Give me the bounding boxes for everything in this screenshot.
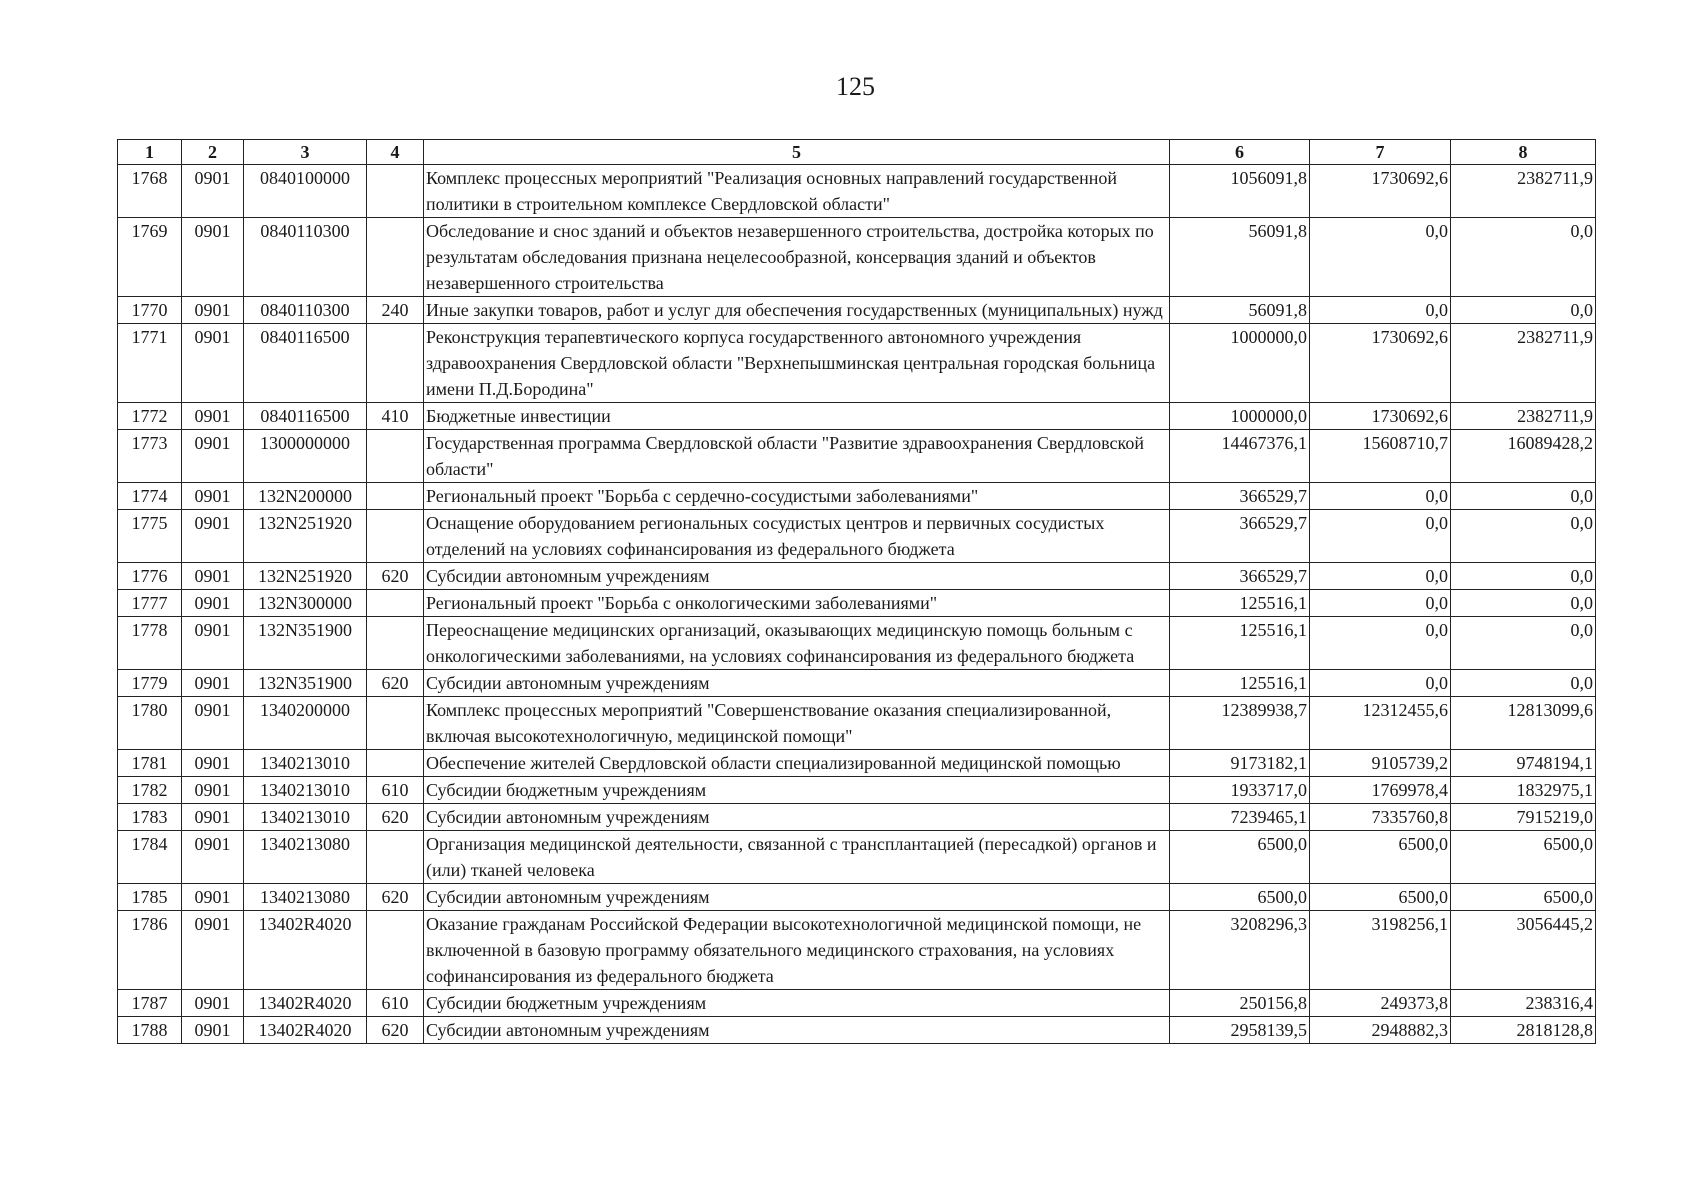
table-row [118,884,1596,911]
row-number-cell: 1788 [118,1017,182,1044]
amount-col8-cell: 2818128,8 [1451,1017,1596,1044]
amount-col7-cell: 249373,8 [1310,990,1451,1017]
row-number-cell: 1786 [118,911,182,990]
section-code-cell: 0901 [182,990,244,1017]
amount-col8-cell: 2382711,9 [1451,165,1596,218]
amount-col7-cell: 1730692,6 [1310,403,1451,430]
expense-type-cell: 620 [367,1017,424,1044]
amount-col6-cell: 7239465,1 [1170,804,1310,831]
amount-col7-cell: 0,0 [1310,297,1451,324]
section-code-cell: 0901 [182,218,244,297]
description-cell: Региональный проект "Борьба с онкологическими заболеваниями" [424,590,1170,617]
amount-col8-cell: 0,0 [1451,563,1596,590]
expense-type-cell [367,590,424,617]
row-number-cell: 1781 [118,750,182,777]
section-code-cell: 0901 [182,510,244,563]
description-cell: Иные закупки товаров, работ и услуг для обеспечения государственных (муниципальных) нужд [424,297,1170,324]
target-code-cell: 0840116500 [244,324,367,403]
description-cell: Субсидии автономным учреждениям [424,804,1170,831]
table-row [118,750,1596,777]
section-code-cell: 0901 [182,165,244,218]
description-cell: Субсидии бюджетным учреждениям [424,777,1170,804]
section-code-cell: 0901 [182,617,244,670]
row-number-cell: 1782 [118,777,182,804]
description-cell: Оказание гражданам Российской Федерации высокотехнологичной медицинской помощи, не включенной в базовую программу обязательного медицинского страхования, на условиях софинансирования из федерального бюджета [424,911,1170,990]
amount-col8-cell: 0,0 [1451,670,1596,697]
target-code-cell: 132N251920 [244,510,367,563]
table-row [118,510,1596,563]
amount-col7-cell: 6500,0 [1310,884,1451,911]
description-cell: Оснащение оборудованием региональных сосудистых центров и первичных сосудистых отделений на условиях софинансирования из федерального бюджета [424,510,1170,563]
table-row [118,804,1596,831]
amount-col6-cell: 1056091,8 [1170,165,1310,218]
amount-col6-cell: 1000000,0 [1170,403,1310,430]
row-number-cell: 1772 [118,403,182,430]
target-code-cell: 13402R4020 [244,990,367,1017]
amount-col6-cell: 366529,7 [1170,483,1310,510]
amount-col6-cell: 3208296,3 [1170,911,1310,990]
amount-col6-cell: 366529,7 [1170,563,1310,590]
section-code-cell: 0901 [182,670,244,697]
amount-col6-cell: 6500,0 [1170,831,1310,884]
table-row [118,218,1596,297]
table-row [118,777,1596,804]
table-row [118,297,1596,324]
amount-col6-cell: 2958139,5 [1170,1017,1310,1044]
description-cell: Государственная программа Свердловской области "Развитие здравоохранения Свердловской области" [424,430,1170,483]
description-cell: Комплекс процессных мероприятий "Совершенствование оказания специализированной, включая высокотехнологичную, медицинской помощи" [424,697,1170,750]
table-row [118,165,1596,218]
column-header: 2 [182,140,244,165]
table-row [118,483,1596,510]
amount-col7-cell: 0,0 [1310,218,1451,297]
target-code-cell: 1340200000 [244,697,367,750]
target-code-cell: 0840100000 [244,165,367,218]
column-header: 7 [1310,140,1451,165]
table-body [118,165,1596,1044]
amount-col8-cell: 3056445,2 [1451,911,1596,990]
row-number-cell: 1768 [118,165,182,218]
row-number-cell: 1770 [118,297,182,324]
table-row [118,911,1596,990]
amount-col7-cell: 0,0 [1310,510,1451,563]
table-row [118,670,1596,697]
section-code-cell: 0901 [182,750,244,777]
amount-col6-cell: 250156,8 [1170,990,1310,1017]
expense-type-cell: 240 [367,297,424,324]
budget-table [117,139,1596,1044]
target-code-cell: 0840110300 [244,297,367,324]
amount-col6-cell: 6500,0 [1170,884,1310,911]
row-number-cell: 1778 [118,617,182,670]
table-row [118,403,1596,430]
amount-col8-cell: 7915219,0 [1451,804,1596,831]
page-number: 125 [836,72,875,101]
section-code-cell: 0901 [182,563,244,590]
target-code-cell: 132N200000 [244,483,367,510]
row-number-cell: 1774 [118,483,182,510]
amount-col7-cell: 1769978,4 [1310,777,1451,804]
expense-type-cell: 620 [367,670,424,697]
expense-type-cell [367,483,424,510]
expense-type-cell: 620 [367,563,424,590]
amount-col7-cell: 2948882,3 [1310,1017,1451,1044]
amount-col8-cell: 6500,0 [1451,884,1596,911]
amount-col7-cell: 7335760,8 [1310,804,1451,831]
section-code-cell: 0901 [182,777,244,804]
expense-type-cell [367,831,424,884]
row-number-cell: 1787 [118,990,182,1017]
target-code-cell: 1340213010 [244,777,367,804]
description-cell: Субсидии бюджетным учреждениям [424,990,1170,1017]
expense-type-cell: 610 [367,990,424,1017]
expense-type-cell [367,750,424,777]
amount-col8-cell: 0,0 [1451,617,1596,670]
target-code-cell: 1300000000 [244,430,367,483]
amount-col6-cell: 56091,8 [1170,297,1310,324]
column-header: 8 [1451,140,1596,165]
row-number-cell: 1779 [118,670,182,697]
section-code-cell: 0901 [182,804,244,831]
description-cell: Субсидии автономным учреждениям [424,670,1170,697]
section-code-cell: 0901 [182,403,244,430]
amount-col7-cell: 1730692,6 [1310,324,1451,403]
description-cell: Обследование и снос зданий и объектов незавершенного строительства, достройка которых по результатам обследования признана нецелесообразной, консервация зданий и объектов незавершенного строительства [424,218,1170,297]
amount-col8-cell: 0,0 [1451,483,1596,510]
section-code-cell: 0901 [182,324,244,403]
amount-col8-cell: 16089428,2 [1451,430,1596,483]
amount-col7-cell: 0,0 [1310,590,1451,617]
expense-type-cell [367,510,424,563]
column-header: 1 [118,140,182,165]
expense-type-cell: 410 [367,403,424,430]
expense-type-cell [367,697,424,750]
amount-col7-cell: 12312455,6 [1310,697,1451,750]
amount-col8-cell: 2382711,9 [1451,403,1596,430]
description-cell: Субсидии автономным учреждениям [424,563,1170,590]
amount-col6-cell: 14467376,1 [1170,430,1310,483]
row-number-cell: 1777 [118,590,182,617]
description-cell: Региональный проект "Борьба с сердечно-сосудистыми заболеваниями" [424,483,1170,510]
amount-col8-cell: 2382711,9 [1451,324,1596,403]
target-code-cell: 1340213010 [244,750,367,777]
target-code-cell: 132N251920 [244,563,367,590]
amount-col7-cell: 9105739,2 [1310,750,1451,777]
expense-type-cell: 620 [367,884,424,911]
amount-col7-cell: 0,0 [1310,617,1451,670]
table-row [118,430,1596,483]
expense-type-cell [367,218,424,297]
target-code-cell: 13402R4020 [244,911,367,990]
description-cell: Реконструкция терапевтического корпуса государственного автономного учреждения здравоохранения Свердловской области "Верхнепышминская центральная городская больница имени П.Д.Бородина" [424,324,1170,403]
description-cell: Бюджетные инвестиции [424,403,1170,430]
row-number-cell: 1783 [118,804,182,831]
amount-col8-cell: 9748194,1 [1451,750,1596,777]
target-code-cell: 1340213010 [244,804,367,831]
amount-col7-cell: 3198256,1 [1310,911,1451,990]
column-header: 6 [1170,140,1310,165]
header-row [118,140,1596,165]
section-code-cell: 0901 [182,884,244,911]
description-cell: Субсидии автономным учреждениям [424,884,1170,911]
expense-type-cell [367,324,424,403]
expense-type-cell: 610 [367,777,424,804]
target-code-cell: 1340213080 [244,831,367,884]
target-code-cell: 13402R4020 [244,1017,367,1044]
amount-col7-cell: 6500,0 [1310,831,1451,884]
table-row [118,617,1596,670]
table-row [118,324,1596,403]
row-number-cell: 1771 [118,324,182,403]
amount-col7-cell: 1730692,6 [1310,165,1451,218]
expense-type-cell [367,617,424,670]
expense-type-cell: 620 [367,804,424,831]
row-number-cell: 1773 [118,430,182,483]
target-code-cell: 132N351900 [244,617,367,670]
table-row [118,563,1596,590]
section-code-cell: 0901 [182,1017,244,1044]
amount-col8-cell: 0,0 [1451,590,1596,617]
amount-col8-cell: 6500,0 [1451,831,1596,884]
amount-col8-cell: 1832975,1 [1451,777,1596,804]
expense-type-cell [367,430,424,483]
description-cell: Субсидии автономным учреждениям [424,1017,1170,1044]
column-header: 4 [367,140,424,165]
table-row [118,1017,1596,1044]
target-code-cell: 1340213080 [244,884,367,911]
amount-col6-cell: 1000000,0 [1170,324,1310,403]
section-code-cell: 0901 [182,590,244,617]
table-row [118,990,1596,1017]
amount-col8-cell: 0,0 [1451,218,1596,297]
row-number-cell: 1785 [118,884,182,911]
amount-col7-cell: 15608710,7 [1310,430,1451,483]
column-header: 5 [424,140,1170,165]
amount-col8-cell: 12813099,6 [1451,697,1596,750]
row-number-cell: 1780 [118,697,182,750]
section-code-cell: 0901 [182,911,244,990]
row-number-cell: 1776 [118,563,182,590]
expense-type-cell [367,911,424,990]
target-code-cell: 132N351900 [244,670,367,697]
section-code-cell: 0901 [182,483,244,510]
section-code-cell: 0901 [182,831,244,884]
amount-col7-cell: 0,0 [1310,483,1451,510]
amount-col6-cell: 12389938,7 [1170,697,1310,750]
description-cell: Комплекс процессных мероприятий "Реализация основных направлений государственной политики в строительном комплексе Свердловской области" [424,165,1170,218]
amount-col8-cell: 238316,4 [1451,990,1596,1017]
target-code-cell: 0840110300 [244,218,367,297]
expense-type-cell [367,165,424,218]
target-code-cell: 0840116500 [244,403,367,430]
description-cell: Организация медицинской деятельности, связанной с трансплантацией (пересадкой) органов и (или) тканей человека [424,831,1170,884]
amount-col6-cell: 366529,7 [1170,510,1310,563]
amount-col6-cell: 1933717,0 [1170,777,1310,804]
table-row [118,831,1596,884]
description-cell: Переоснащение медицинских организаций, оказывающих медицинскую помощь больным с онкологическими заболеваниями, на условиях софинансирования из федерального бюджета [424,617,1170,670]
amount-col6-cell: 125516,1 [1170,670,1310,697]
row-number-cell: 1784 [118,831,182,884]
section-code-cell: 0901 [182,697,244,750]
amount-col7-cell: 0,0 [1310,563,1451,590]
row-number-cell: 1775 [118,510,182,563]
amount-col8-cell: 0,0 [1451,510,1596,563]
column-header: 3 [244,140,367,165]
description-cell: Обеспечение жителей Свердловской области специализированной медицинской помощью [424,750,1170,777]
amount-col6-cell: 125516,1 [1170,590,1310,617]
row-number-cell: 1769 [118,218,182,297]
amount-col6-cell: 125516,1 [1170,617,1310,670]
amount-col8-cell: 0,0 [1451,297,1596,324]
target-code-cell: 132N300000 [244,590,367,617]
amount-col6-cell: 9173182,1 [1170,750,1310,777]
table-row [118,590,1596,617]
table-row [118,697,1596,750]
section-code-cell: 0901 [182,430,244,483]
section-code-cell: 0901 [182,297,244,324]
amount-col6-cell: 56091,8 [1170,218,1310,297]
amount-col7-cell: 0,0 [1310,670,1451,697]
